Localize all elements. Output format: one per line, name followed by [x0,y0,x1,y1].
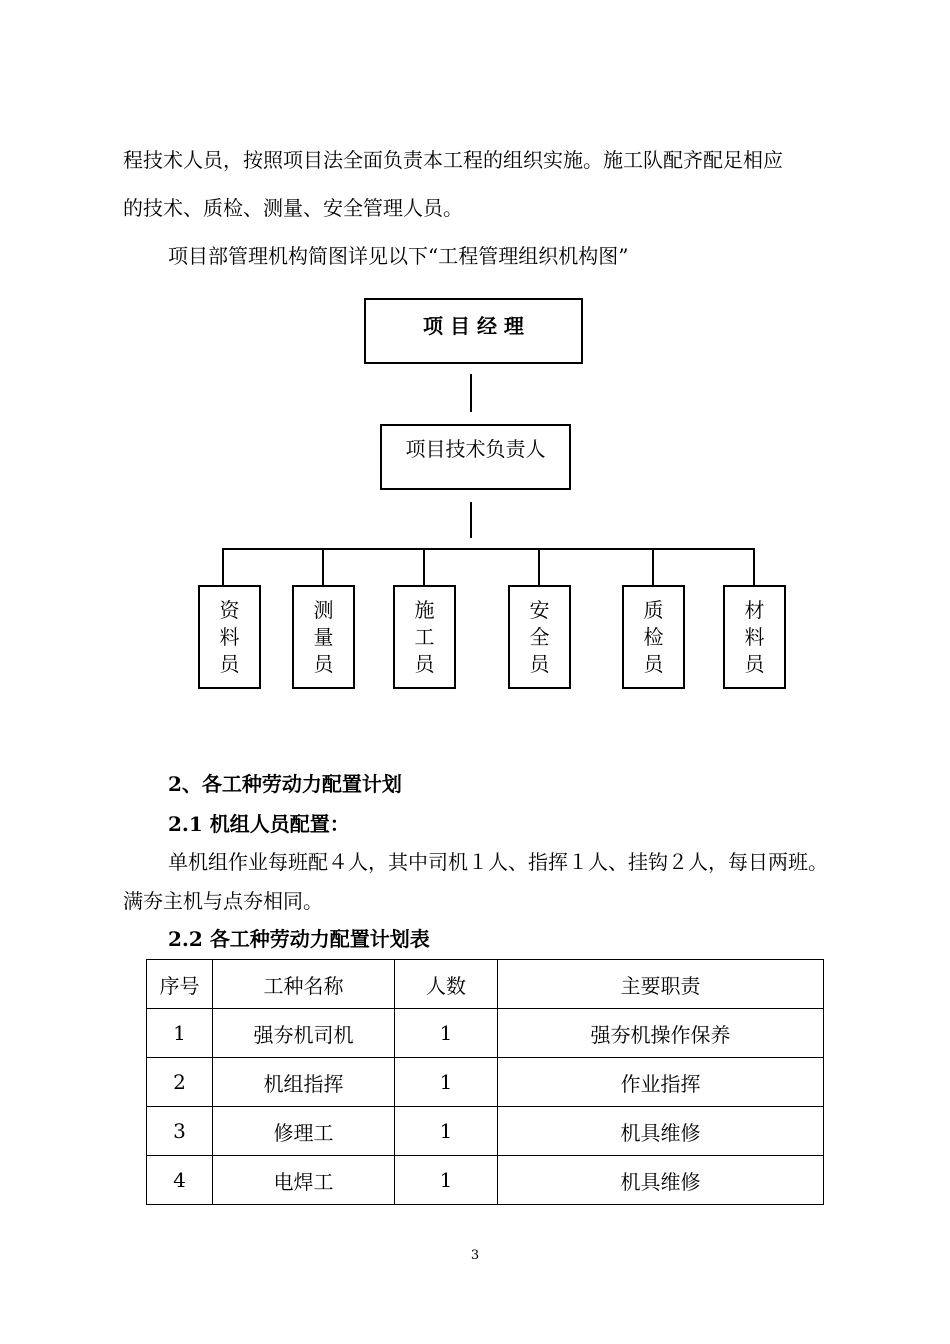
org-box-construction-officer [393,585,456,689]
table-cell: 电焊工 [213,1156,395,1205]
org-char: 量 [313,624,334,649]
org-char: 资 [219,597,240,622]
org-branch-bar [222,548,755,550]
table-cell: 3 [147,1107,213,1156]
table-cell: 1 [395,1156,498,1205]
org-drop [753,548,755,585]
org-char: 安 [529,597,550,622]
org-box-technical-lead [380,424,571,490]
org-label-project-manager: 项 目 经 理 [423,314,524,338]
table-cell: 1 [395,1107,498,1156]
org-char: 施 [414,597,435,622]
org-drop [322,548,324,585]
table-cell: 作业指挥 [498,1058,824,1107]
org-box-safety-officer [508,585,571,689]
table-cell: 4 [147,1156,213,1205]
org-char: 工 [414,624,435,649]
org-char: 员 [414,651,435,676]
section-heading: 2、各工种劳动力配置计划 [168,772,402,796]
org-char: 材 [744,597,765,622]
labor-plan-table [146,959,824,1205]
table-cell: 机具维修 [498,1156,824,1205]
header-cell: 人数 [395,960,498,1009]
org-box-surveyor [292,585,355,689]
org-drop [423,548,425,585]
org-drop [538,548,540,585]
org-label-technical-lead: 项目技术负责人 [405,437,546,461]
table-cell: 强夯机操作保养 [498,1009,824,1058]
org-box-quality-inspector [622,585,685,689]
table-row [147,1058,824,1107]
org-box-materials-clerk [723,585,786,689]
org-char: 员 [219,651,240,676]
org-char: 料 [744,624,765,649]
org-connector-1 [470,374,472,412]
org-char: 质 [643,597,664,622]
table-cell: 1 [147,1009,213,1058]
table-cell: 1 [395,1058,498,1107]
org-box-project-manager [364,298,583,364]
org-char: 员 [643,651,664,676]
table-cell: 机组指挥 [213,1058,395,1107]
table-cell: 1 [395,1009,498,1058]
org-char: 全 [529,624,550,649]
intro-line-3: 项目部管理机构简图详见以下“工程管理组织机构图” [168,244,629,268]
table-row [147,1156,824,1205]
header-cell: 序号 [147,960,213,1009]
body-line-1: 单机组作业每班配４人，其中司机１人、指挥１人、挂钩２人，每日两班。 [168,850,828,874]
header-cell: 主要职责 [498,960,824,1009]
org-char: 测 [313,597,334,622]
org-char: 员 [744,651,765,676]
table-cell: 2 [147,1058,213,1107]
table-cell: 修理工 [213,1107,395,1156]
table-header-row [147,960,824,1009]
org-connector-2 [470,502,472,538]
org-char: 检 [643,624,664,649]
subsection-heading-2-1: 2.1 机组人员配置： [168,812,350,836]
intro-line-1: 程技术人员，按照项目法全面负责本工程的组织实施。施工队配齐配足相应 [123,148,783,172]
org-drop [222,548,224,585]
page-number: 3 [470,1248,480,1263]
table-row [147,1009,824,1058]
subsection-heading-2-2: 2.2 各工种劳动力配置计划表 [168,927,430,951]
org-box-documentation-clerk [198,585,261,689]
org-char: 员 [313,651,334,676]
header-cell: 工种名称 [213,960,395,1009]
org-drop [652,548,654,585]
org-char: 料 [219,624,240,649]
org-char: 员 [529,651,550,676]
table-cell: 强夯机司机 [213,1009,395,1058]
intro-line-2: 的技术、质检、测量、安全管理人员。 [123,196,463,220]
table-cell: 机具维修 [498,1107,824,1156]
body-line-2: 满夯主机与点夯相同。 [123,889,323,913]
table-row [147,1107,824,1156]
